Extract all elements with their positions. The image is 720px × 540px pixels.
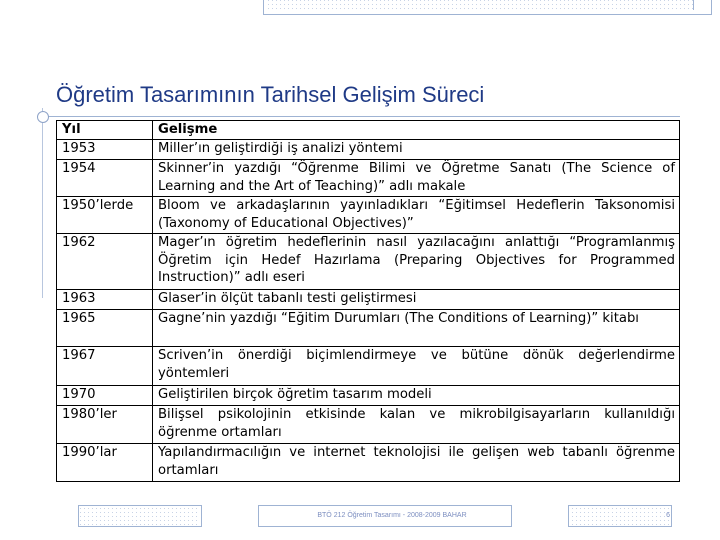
row-development: Glaser’in ölçüt tabanlı testi geliştirmesi xyxy=(158,291,417,306)
row-year: 1990’lar xyxy=(62,445,117,460)
footer-text: BTÖ 212 Öğretim Tasarımı - 2008-2009 BAHAR xyxy=(317,512,467,519)
accent-circle-icon xyxy=(37,111,49,123)
row-development: Scriven’in önerdiği biçimlendirmeye ve bütüne dönük değerlendirme yöntemleri xyxy=(158,348,675,381)
table-row xyxy=(57,347,679,386)
row-development: Yapılandırmacılığın ve internet teknolojisi ile gelişen web tabanlı öğrenme ortamları xyxy=(158,445,675,478)
table-row xyxy=(57,160,679,197)
row-year: 1980’ler xyxy=(62,407,117,422)
header-development: Gelişme xyxy=(158,122,218,137)
history-table xyxy=(56,120,680,482)
top-decoration-tick xyxy=(693,0,694,10)
table-row xyxy=(57,290,679,310)
table-row xyxy=(57,386,679,406)
table-row xyxy=(57,234,679,290)
table-row xyxy=(57,310,679,347)
table-row xyxy=(57,444,679,481)
row-year: 1970 xyxy=(62,387,96,402)
row-year: 1950’lerde xyxy=(62,198,134,213)
row-development: Miller’ın geliştirdiği iş analizi yöntemi xyxy=(158,141,403,156)
left-accent-line xyxy=(42,108,43,298)
table-row xyxy=(57,140,679,160)
top-decoration-box xyxy=(263,0,712,15)
row-development: Geliştirilen birçok öğretim tasarım modeli xyxy=(158,387,432,402)
footer-left-box xyxy=(78,505,202,527)
table-row xyxy=(57,406,679,444)
table-header-row xyxy=(57,121,679,140)
row-development: Skinner’in yazdığı “Öğrenme Bilimi ve Öğretme Sanatı (The Science of Learning and the Art of Teaching)” adlı makale xyxy=(158,161,675,194)
row-development: Mager’ın öğretim hedeflerinin nasıl yazılacağını anlattığı “Programlanmış Öğretim için Hedef Hazırlama (Preparing Objectives for Programmed Instruction)” adlı eseri xyxy=(158,235,675,285)
slide-title: Öğretim Tasarımının Tarihsel Gelişim Süreci xyxy=(56,82,485,107)
header-year: Yıl xyxy=(62,122,81,137)
row-development: Gagne’nin yazdığı “Eğitim Durumları (The Conditions of Learning)” kitabı xyxy=(158,311,639,326)
row-year: 1962 xyxy=(62,235,96,250)
row-year: 1967 xyxy=(62,348,96,363)
table-row xyxy=(57,197,679,234)
row-development: Bloom ve arkadaşlarının yayınladıkları “Eğitimsel Hedeflerin Taksonomisi (Taxonomy of Educational Objectives)” xyxy=(158,198,675,231)
title-underline xyxy=(40,116,680,117)
page-number: 6 xyxy=(666,512,670,519)
row-year: 1954 xyxy=(62,161,96,176)
row-year: 1953 xyxy=(62,141,96,156)
row-year: 1965 xyxy=(62,311,96,326)
row-development: Bilişsel psikolojinin etkisinde kalan ve mikrobilgisayarların kullanıldığı öğrenme ortamları xyxy=(158,407,675,440)
row-year: 1963 xyxy=(62,291,96,306)
